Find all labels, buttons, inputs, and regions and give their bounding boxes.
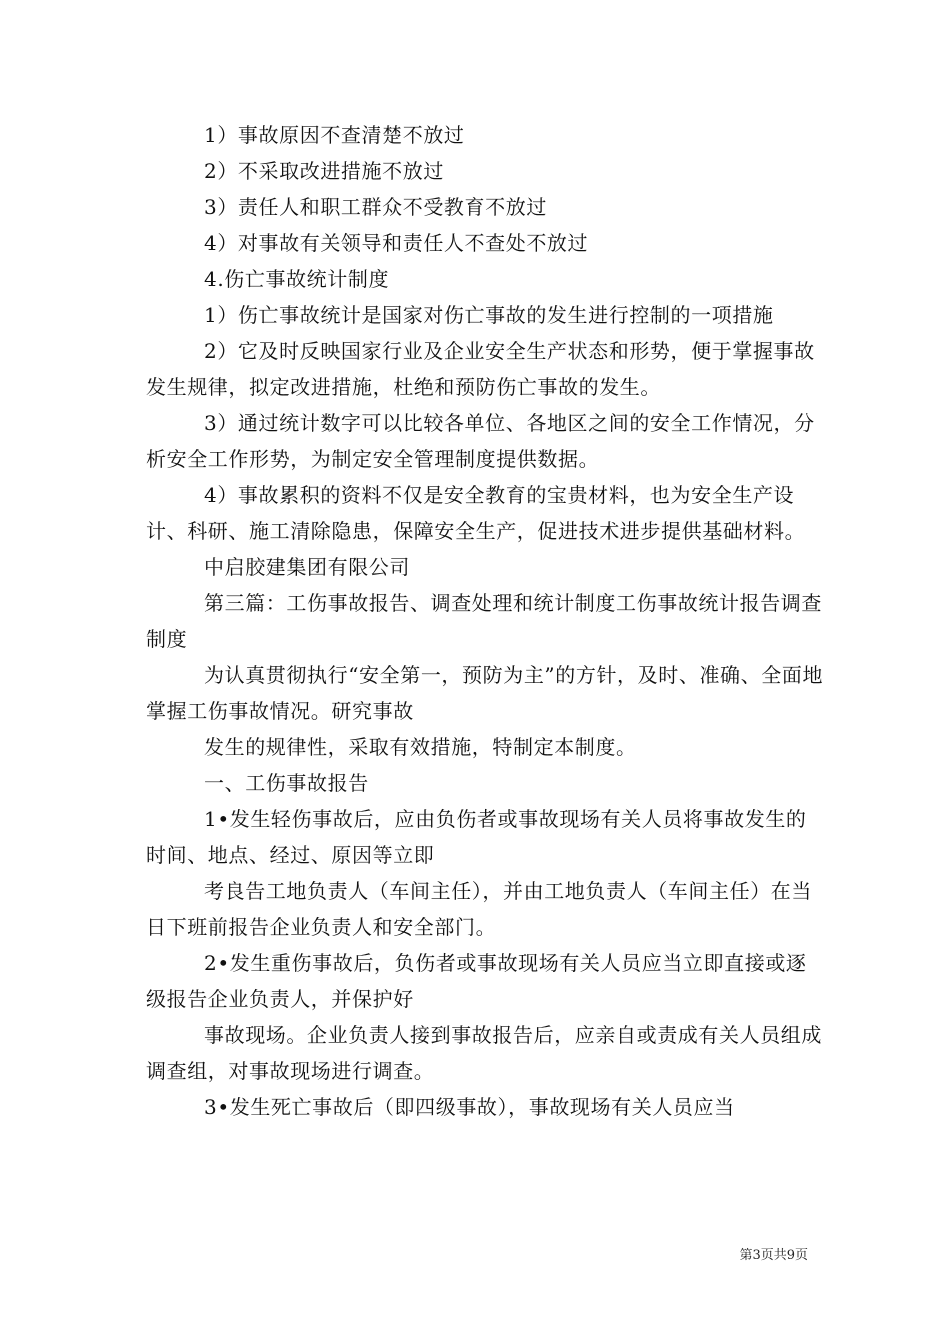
document-body bbox=[146, 117, 826, 1125]
paragraph: 3）通过统计数字可以比较各单位、各地区之间的安全工作情况，分析安全工作形势，为制定安全管理制度提供数据。 bbox=[146, 411, 815, 471]
paragraph: 为认真贯彻执行“安全第一，预防为主”的方针，及时、准确、全面地掌握工伤事故情况。研究事故 bbox=[146, 663, 824, 723]
paragraph: 1）事故原因不查清楚不放过 bbox=[204, 123, 465, 147]
paragraph: 2）不采取改进措施不放过 bbox=[204, 159, 444, 183]
section-heading: 4.伤亡事故统计制度 bbox=[204, 267, 390, 291]
paragraph: 1•发生轻伤事故后，应由负伤者或事故现场有关人员将事故发生的时间、地点、经过、原因等立即 bbox=[146, 807, 807, 867]
paragraph: 2）它及时反映国家行业及企业安全生产状态和形势，便于掌握事故发生规律，拟定改进措施，杜绝和预防伤亡事故的发生。 bbox=[146, 339, 815, 399]
paragraph: 发生的规律性，采取有效措施，特制定本制度。 bbox=[204, 735, 637, 759]
paragraph: 3）责任人和职工群众不受教育不放过 bbox=[204, 195, 547, 219]
chapter-title: 第三篇：工伤事故报告、调查处理和统计制度工伤事故统计报告调查制度 bbox=[146, 591, 822, 651]
company-name: 中启胶建集团有限公司 bbox=[204, 555, 410, 579]
section-heading: 一、工伤事故报告 bbox=[204, 771, 369, 795]
paragraph: 4）对事故有关领导和责任人不查处不放过 bbox=[204, 231, 589, 255]
paragraph: 2•发生重伤事故后，负伤者或事故现场有关人员应当立即直接或逐级报告企业负责人，并保护好 bbox=[146, 951, 807, 1011]
paragraph: 3•发生死亡事故后（即四级事故），事故现场有关人员应当 bbox=[204, 1095, 735, 1119]
page-indicator: 第3页共9页 bbox=[739, 1248, 808, 1263]
paragraph: 4）事故累积的资料不仅是安全教育的宝贵材料，也为安全生产设计、科研、施工清除隐患，保障安全生产，促进技术进步提供基础材料。 bbox=[146, 483, 806, 543]
paragraph: 1）伤亡事故统计是国家对伤亡事故的发生进行控制的一项措施 bbox=[204, 303, 774, 327]
paragraph: 事故现场。企业负责人接到事故报告后，应亲自或责成有关人员组成调查组，对事故现场进行调查。 bbox=[146, 1023, 822, 1083]
paragraph: 考良告工地负责人（车间主任），并由工地负责人（车间主任）在当日下班前报告企业负责人和安全部门。 bbox=[146, 879, 812, 939]
